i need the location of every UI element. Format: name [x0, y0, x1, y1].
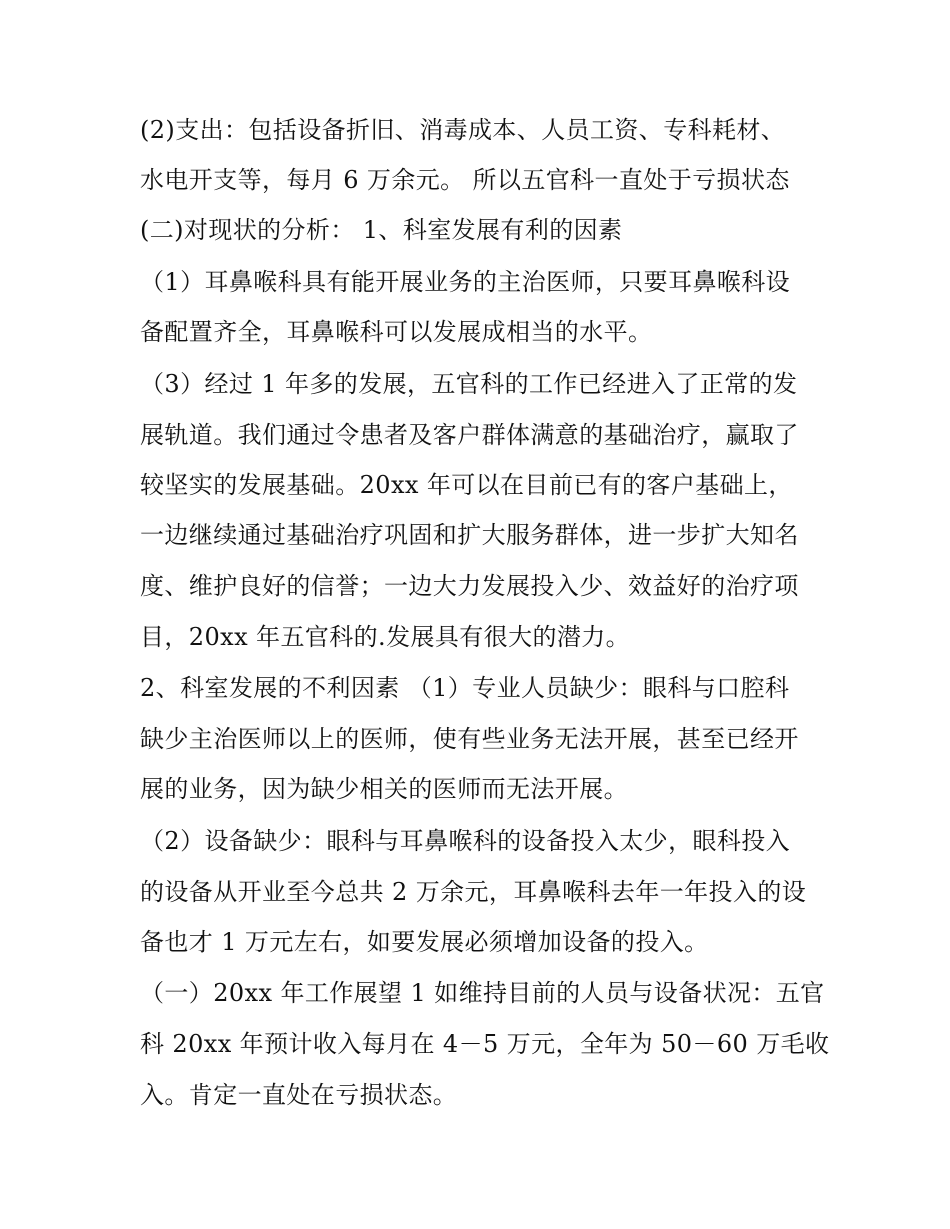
text-line: (2)支出：包括设备折旧、消毒成本、人员工资、专科耗材、	[140, 116, 786, 144]
text-line: 科 20xx 年预计收入每月在 4－5 万元，全年为 50－60 万毛收	[140, 1030, 830, 1058]
text-line: 备也才 1 万元左右，如要发展必须增加设备的投入。	[140, 928, 709, 956]
text-line: 展轨道。我们通过令患者及客户群体满意的基础治疗，赢取了	[140, 421, 799, 449]
text-line: 度、维护良好的信誉；一边大力发展投入少、效益好的治疗项	[140, 572, 799, 600]
text-line: （3）经过 1 年多的发展，五官科的工作已经进入了正常的发	[140, 370, 798, 398]
text-line: 一边继续通过基础治疗巩固和扩大服务群体，进一步扩大知名	[140, 521, 799, 549]
text-line: 缺少主治医师以上的医师，使有些业务无法开展，甚至已经开	[140, 725, 799, 753]
text-line: 入。肯定一直处在亏损状态。	[140, 1081, 458, 1109]
text-line: （一）20xx 年工作展望 1 如维持目前的人员与设备状况：五官	[140, 979, 825, 1007]
text-line: 的设备从开业至今总共 2 万余元，耳鼻喉科去年一年投入的设	[140, 878, 807, 906]
text-line: (二)对现状的分析： 1、科室发展有利的因素	[140, 216, 623, 244]
text-line: 较坚实的发展基础。20xx 年可以在目前已有的客户基础上，	[140, 471, 793, 499]
text-line: （2）设备缺少：眼科与耳鼻喉科的设备投入太少，眼科投入	[140, 827, 791, 855]
text-line: 备配置齐全，耳鼻喉科可以发展成相当的水平。	[140, 318, 653, 346]
text-line: 目，20xx 年五官科的.发展具有很大的潜力。	[140, 623, 631, 651]
text-line: 水电开支等，每月 6 万余元。 所以五官科一直处于亏损状态	[140, 166, 790, 194]
text-line: 2、科室发展的不利因素 （1）专业人员缺少：眼科与口腔科	[140, 674, 790, 702]
text-line: （1）耳鼻喉科具有能开展业务的主治医师，只要耳鼻喉科设	[140, 268, 791, 296]
text-line: 展的业务，因为缺少相关的医师而无法开展。	[140, 775, 628, 803]
